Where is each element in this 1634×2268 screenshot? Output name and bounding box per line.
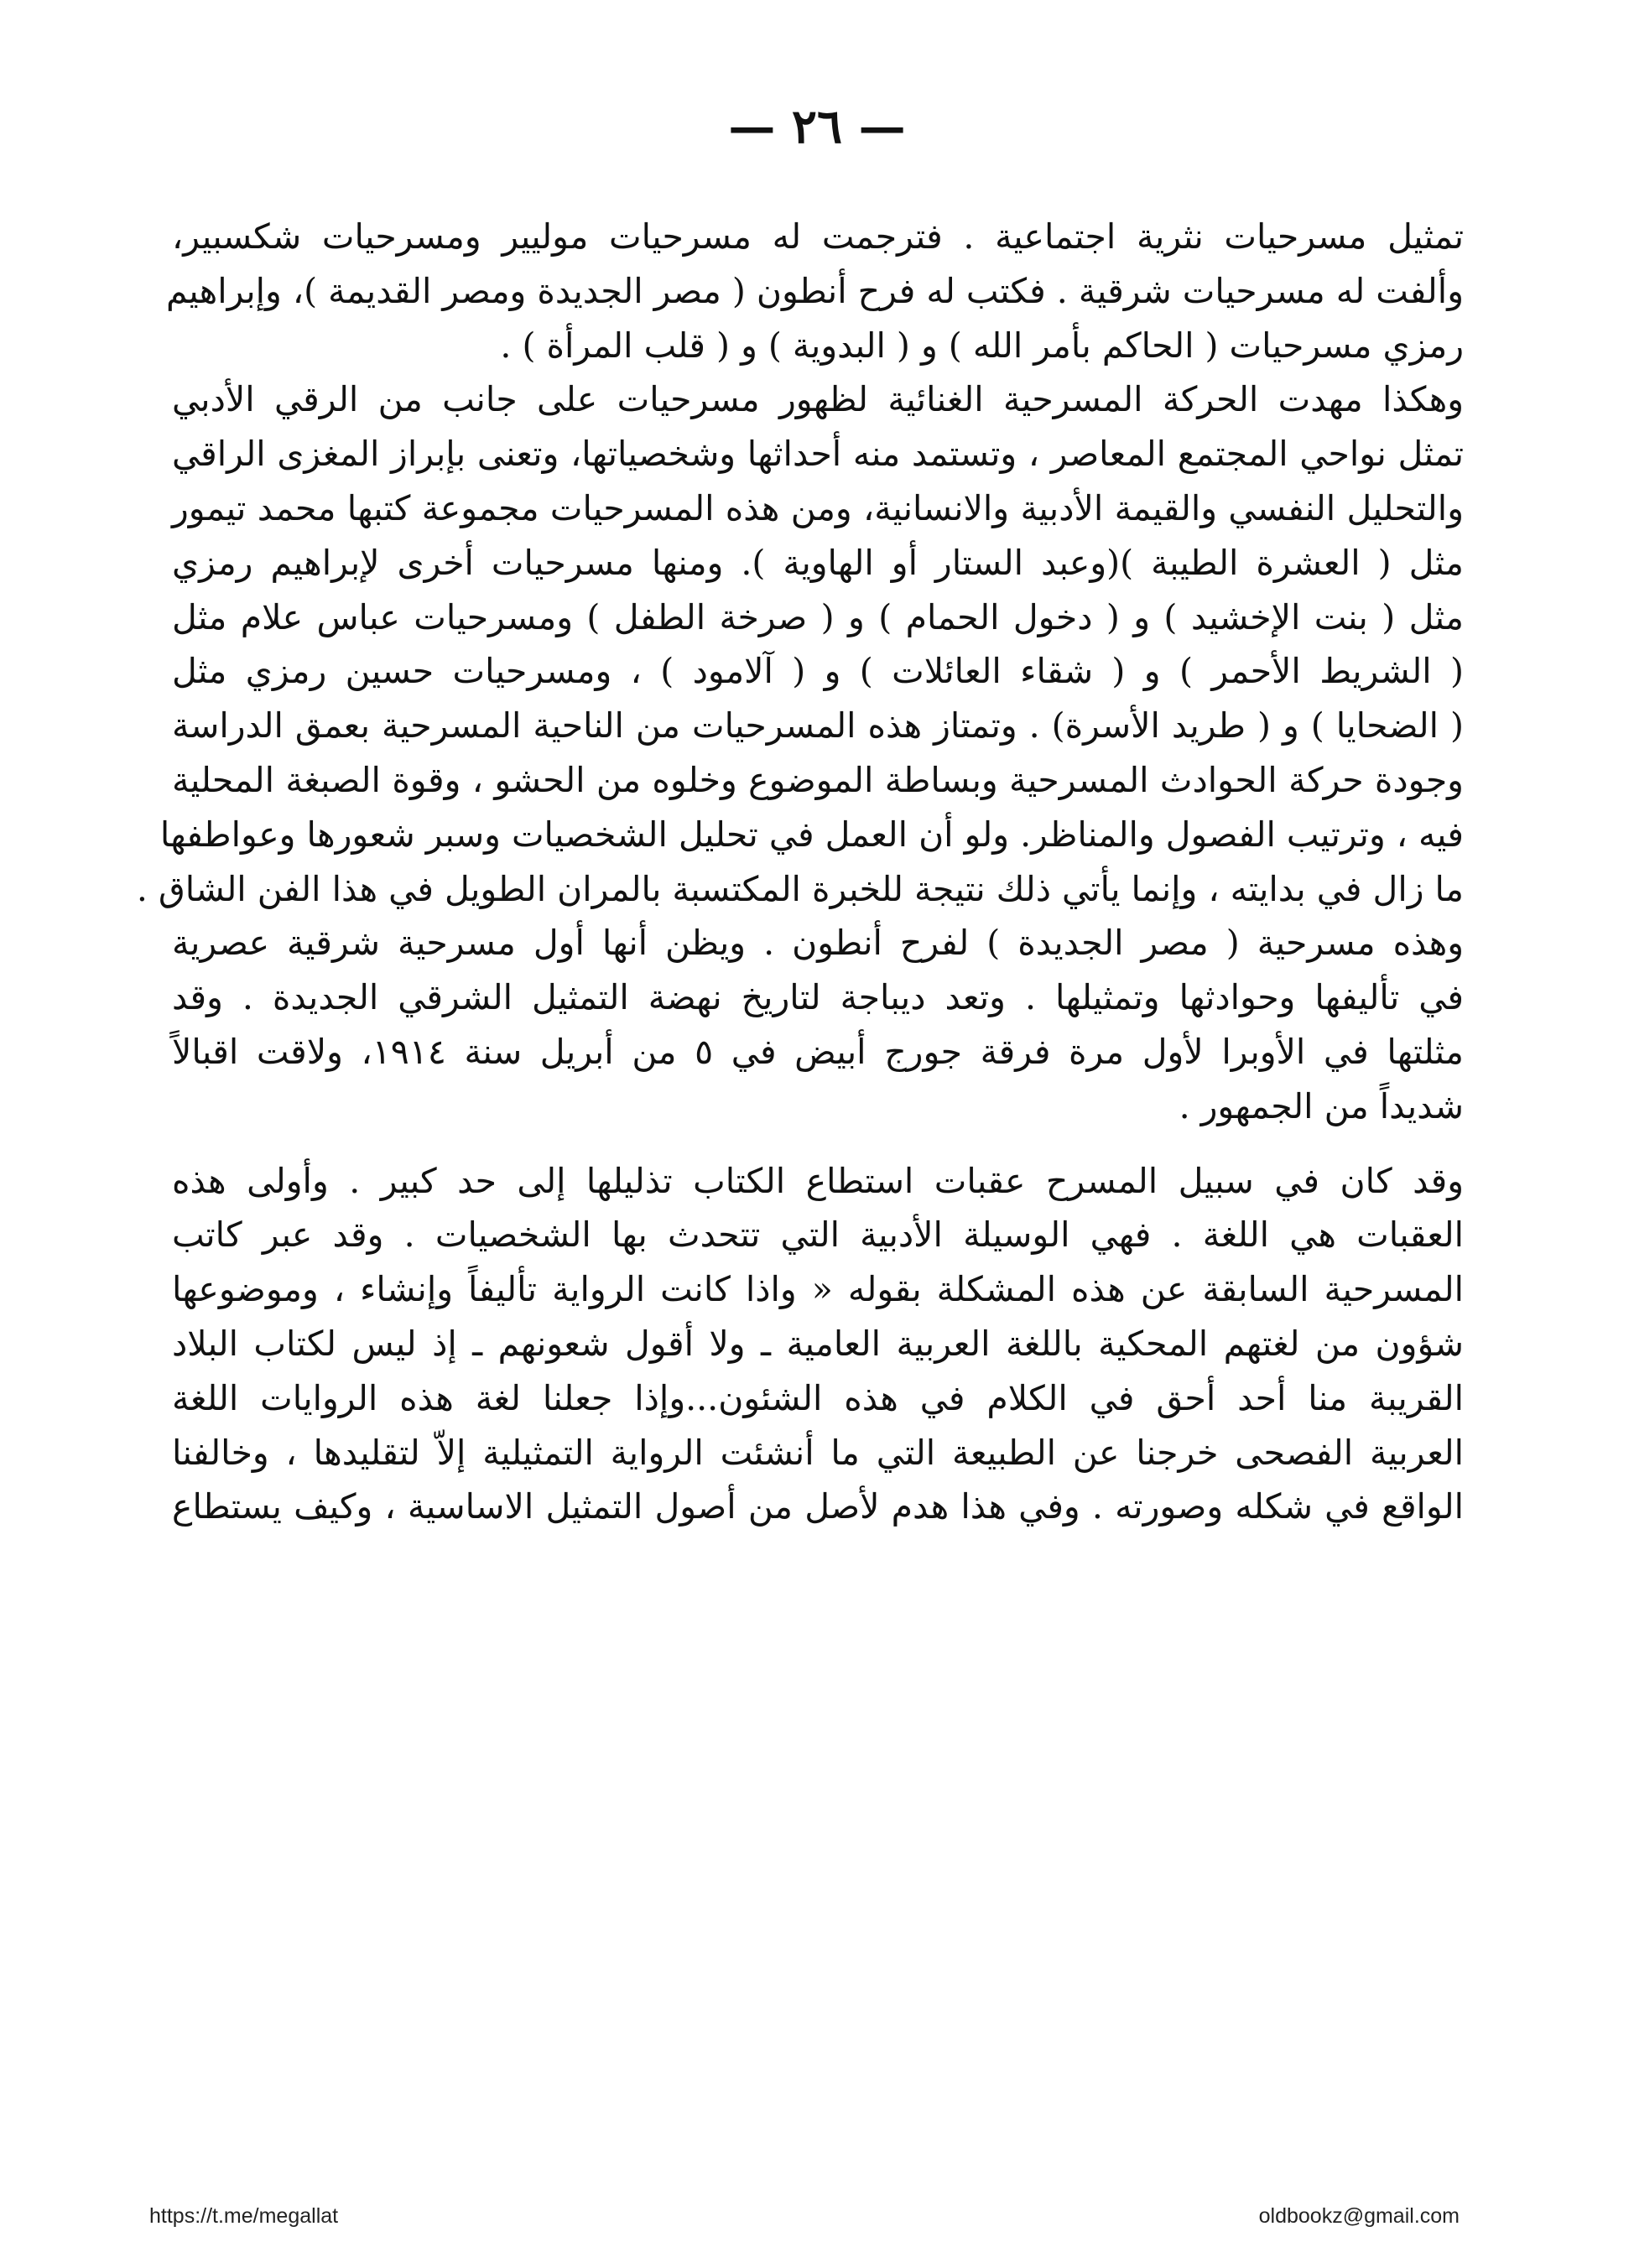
page-number: — ٢٦ — — [728, 99, 906, 154]
text-line: ( الضحايا ) و ( طريد الأسرة) . وتمتاز هذه المسرحيات من الناحية المسرحية بعمق الدراسة — [172, 705, 1464, 746]
text-line: تمثيل مسرحيات نثرية اجتماعية . فترجمت له مسرحيات موليير ومسرحيات شكسبير، — [172, 216, 1464, 257]
paragraph — [172, 1154, 1464, 1535]
paragraph — [165, 210, 1464, 372]
footer-email[interactable]: oldbookz@gmail.com — [1258, 2204, 1460, 2228]
text-line: ما زال في بدايته ، وإنما يأتي ذلك نتيجة للخبرة المكتسبة بالمران الطويل في هذا الفن الشاق . — [136, 868, 1464, 909]
text-line: والتحليل النفسي والقيمة الأدبية والانسانية، ومن هذه المسرحيات مجموعة كتبها محمد تيمور — [172, 487, 1464, 528]
text-line: شديداً من الجمهور . — [1179, 1085, 1464, 1126]
text-line: تمثل نواحي المجتمع المعاصر ، وتستمد منه أحداثها وشخصياتها، وتعنى بإبراز المغزى الراقي — [172, 434, 1464, 475]
text-line: الواقع في شكله وصورته . وفي هذا هدم لأصل من أصول التمثيل الاساسية ، وكيف يستطاع — [172, 1486, 1464, 1527]
text-line: المسرحية السابقة عن هذه المشكلة بقوله « واذا كانت الرواية تأليفاً وإنشاء ، وموضوعها — [172, 1269, 1464, 1310]
text-line: القريبة منا أحد أحق في الكلام في هذه الشئون...وإذا جعلنا لغة هذه الروايات اللغة — [172, 1377, 1464, 1418]
paragraph — [136, 372, 1464, 916]
text-line: مثل ( بنت الإخشيد ) و ( دخول الحمام ) و ( صرخة الطفل ) ومسرحيات عباس علام مثل — [172, 596, 1464, 637]
footer-telegram-link[interactable]: https://t.me/megallat — [149, 2204, 339, 2228]
text-line: مثلتها في الأوبرا لأول مرة فرقة جورج أبيض في ٥ من أبريل سنة ١٩١٤، ولاقت اقبالاً — [172, 1031, 1464, 1072]
text-line: العربية الفصحى خرجنا عن الطبيعة التي ما أنشئت الرواية التمثيلية إلاّ لتقليدها ، وخالفنا — [172, 1432, 1464, 1473]
text-line: رمزي مسرحيات ( الحاكم بأمر الله ) و ( البدوية ) و ( قلب المرأة ) . — [500, 325, 1464, 366]
text-line: فيه ، وترتيب الفصول والمناظر. ولو أن العمل في تحليل الشخصيات وسبر شعورها وعواطفها — [159, 814, 1464, 855]
text-line: شؤون من لغتهم المحكية باللغة العربية العامية ـ ولا أقول شعونهم ـ إذ ليس لكتاب البلاد — [172, 1323, 1464, 1364]
text-line: وقد كان في سبيل المسرح عقبات استطاع الكتاب تذليلها إلى حد كبير . وأولى هذه — [172, 1160, 1465, 1201]
paragraph — [172, 916, 1464, 1133]
text-line: في تأليفها وحوادثها وتمثيلها . وتعد ديباجة لتاريخ نهضة التمثيل الشرقي الجديدة . وقد — [172, 977, 1464, 1018]
text-line: وجودة حركة الحوادث المسرحية وبساطة الموضوع وخلوه من الحشو ، وقوة الصبغة المحلية — [172, 759, 1464, 800]
text-line: وهذه مسرحية ( مصر الجديدة ) لفرح أنطون . ويظن أنها أول مسرحية شرقية عصرية — [172, 923, 1464, 964]
text-line: العقبات هي اللغة . فهي الوسيلة الأدبية التي تتحدث بها الشخصيات . وقد عبر كاتب — [172, 1215, 1464, 1256]
text-line: مثل ( العشرة الطيبة )(وعبد الستار أو الهاوية ). ومنها مسرحيات أخرى لإبراهيم رمزي — [172, 542, 1464, 583]
text-line: وهكذا مهدت الحركة المسرحية الغنائية لظهور مسرحيات على جانب من الرقي الأدبي — [172, 379, 1464, 420]
book-page-text — [136, 210, 1465, 1534]
text-line: ( الشريط الأحمر ) و ( شقاء العائلات ) و ( آلامود ) ، ومسرحيات حسين رمزي مثل — [172, 651, 1464, 692]
text-line: وألفت له مسرحيات شرقية . فكتب له فرح أنطون ( مصر الجديدة ومصر القديمة )، وإبراهيم — [165, 270, 1464, 311]
